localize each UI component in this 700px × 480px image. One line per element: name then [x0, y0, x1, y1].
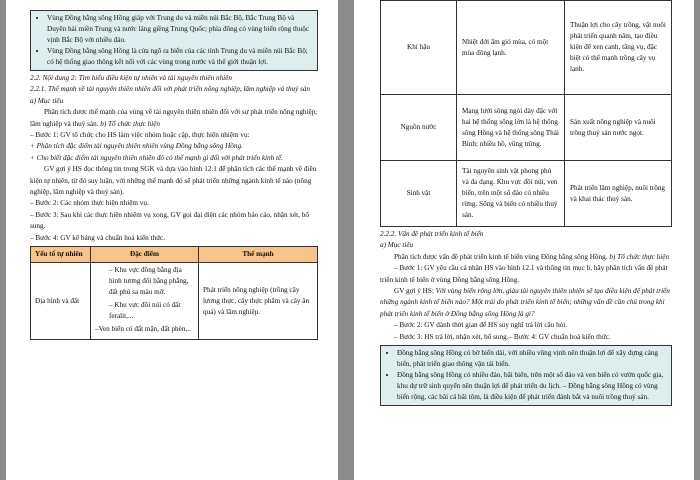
col-header: Thế mạnh — [199, 247, 318, 263]
box-item: • Vùng Đồng bằng sông Hồng là cửa ngõ ra biển của các tỉnh Trung du và miền núi Bắc Bộ; có hệ thống giao thông kết nối với các vùng trong nước và thế giới thuận lợi. — [47, 46, 311, 68]
natural-factors-table — [30, 246, 318, 340]
objective-label: a) Mục tiêu — [30, 96, 64, 105]
row-label: Khí hậu — [381, 1, 457, 95]
section-heading: 2.2. Nội dung 2: Tìm hiểu điều kiện tự nhiên và tài nguyên thiên nhiên — [30, 74, 232, 82]
table-row — [381, 95, 672, 161]
table-row — [381, 1, 672, 95]
objective-text: Phân tích được thế mạnh của vùng về tài nguyên thiên nhiên đối với sự phát triển nông nghiệp, lâm nghiệp và thuỷ sản. b) Tổ chức thực hiện — [30, 108, 318, 128]
feature-cell: Tài nguyên sinh vật phong phú và đa dạng. Khu vực đồi núi, ven biển, trên một số đảo có nhiều rừng. Sông và biển có nhiều thuỷ sản. — [457, 161, 565, 227]
document-page-right — [354, 0, 694, 480]
col-header: Yếu tố tự nhiên — [31, 247, 91, 263]
objective-label: a) Mục tiêu — [380, 241, 414, 250]
box-item: • Vùng Đồng bằng sông Hồng giáp với Trung du và miền núi Bắc Bộ, Bắc Trung Bộ và Duyên hải miền Trung và nước láng giềng Trung Quốc; phía đông có vùng biển rộng thuộc vịnh Bắc Bộ với nhiều đảo. — [47, 13, 311, 46]
step-1: – Bước 1: GV tổ chức cho HS làm việc nhóm hoặc cặp, thực hiện nhiệm vụ: — [30, 131, 250, 140]
step-4: – Bước 4: GV kể bảng và chuẩn hoá kiến thức. — [30, 233, 166, 242]
row-label: Sinh vật — [381, 161, 457, 227]
subsection-heading: 2.2.1. Thế mạnh về tài nguyên thiên nhiên đối với phát triển nông nghiệp, lâm nghiệp và thuỷ sản — [30, 85, 311, 94]
box-item: • Đồng bằng sông Hồng có nhiều đảo, bãi biển, trên một số đảo và ven biển có vườn quốc gia, khu dự trữ sinh quyển nên thuận lợi để phát triển du lịch. – Đồng bằng sông Hồng có vùng biển rộng, các bãi cá bãi tôm, là điều kiện để phát triển đánh bắt và nuôi trồng thuỷ sản. — [397, 370, 665, 403]
task-item: + Phân tích đặc điểm tài nguyên thiên nhiên vùng Đồng bằng sông Hồng. — [30, 142, 243, 151]
box-item: • Đồng bằng sông Hồng có bờ biển dài, với nhiều vũng vịnh nên thuận lợi để xây dựng cảng biển, phát triển giao thông vận tải biển. — [397, 348, 665, 370]
strength-cell: Phát triển nông nghiệp (trồng cây lương thực, cây thực phẩm và cây ăn quả) và lâm nghiệp. — [199, 263, 318, 340]
highlight-box-location — [30, 10, 318, 71]
objective-text: Phân tích được vấn đề phát triển kinh tế biển vùng Đồng bằng sông Hồng. b) Tổ chức thực hiện — [394, 252, 670, 261]
document-page-left — [6, 0, 338, 480]
table-header-row — [31, 247, 318, 263]
strength-cell: Thuận lợi cho cây trồng, vật nuôi phát triển quanh năm, tạo điều kiện để xen canh, tăng vụ, đặc biệt có thế mạnh trồng cây vụ lạnh. — [565, 1, 672, 95]
subsection-heading: 2.2.2. Vấn đề phát triển kinh tế biển — [380, 230, 484, 238]
task-item: + Cho biết đặc điểm tài nguyên thiên nhiên đó có thế mạnh gì đối với phát triển kinh tế. — [30, 153, 284, 162]
feature-item: – Khu vực đồng bằng địa hình tương đối bằng phẳng, đất phù sa màu mỡ. — [109, 266, 189, 297]
table-row — [381, 161, 672, 227]
step-1: – Bước 1: GV yêu cầu cá nhân HS vào hình 12.1 và thông tin mục b, hãy phân tích vấn đề phát triển kinh tế biển ở vùng Đồng bằng sông Hồng. — [380, 264, 668, 284]
strength-cell: Phát triển lâm nghiệp, nuôi trồng và khai thác thuỷ sản. — [565, 161, 672, 227]
highlight-box-marine-economy — [380, 345, 672, 406]
strength-cell: Sản xuất nông nghiệp và nuôi trồng thuỷ sản nước ngọt. — [565, 95, 672, 161]
table-row — [31, 263, 318, 340]
col-header: Đặc điểm — [91, 247, 199, 263]
step-2: – Bước 2: Các nhóm thực hiện nhiệm vụ. — [30, 199, 149, 208]
feature-cell: Nhiệt đới ẩm gió mùa, có một mùa đông lạnh. — [457, 1, 565, 95]
feature-cell: Mạng lưới sông ngòi dày đặc với hai hệ thống sông lớn là hệ thống sông Hồng và hệ thống sông Thái Bình; nhiều hồ, vũng trũng. — [457, 95, 565, 161]
step-2: – Bước 2: GV dành thời gian để HS suy nghĩ trả lời câu hỏi. — [394, 321, 568, 330]
features-cell — [91, 263, 199, 340]
feature-item: –Ven biển có đất mặn, đất phèn,.. — [95, 325, 191, 334]
feature-item: – Khu vực đồi núi có đất feralit,... — [109, 301, 181, 321]
row-label: Địa hình và đất — [31, 263, 91, 340]
teacher-guide: GV gợi ý HS đọc thông tin trong SGK và dựa vào hình 12.1 để phân tích các thế mạnh về điều kiện tự nhiên, từ đó suy luận, với những thế mạnh đó sẽ phát triển những ngành kinh tế nào (nông nghiệp, lâm nghiệp và thuỷ sản). — [30, 165, 317, 197]
step-3: – Bước 3: Sau khi các thực hiện nhiệm vụ xong, GV gọi đại diện các nhóm báo cáo, nhận xét, bổ sung. — [30, 210, 309, 231]
teacher-guide: GV gợi ý HS: Với vùng biển rộng lớn, giàu tài nguyên thiên nhiên sẽ tạo điều kiện để phát triển những ngành kinh tế biển nào? Một trải do phát triển kinh tế biển; những vấn đề cần chú trong khi phát triển kinh tế biển ở Đồng bằng sông Hồng là gì? — [380, 287, 670, 318]
natural-factors-table-continued — [380, 0, 672, 227]
row-label: Nguồn nước — [381, 95, 457, 161]
step-3: – Bước 3: HS trả lời, nhận xét, bổ sung.– Bước 4: GV chuẩn hoá kiến thức. — [394, 332, 611, 341]
